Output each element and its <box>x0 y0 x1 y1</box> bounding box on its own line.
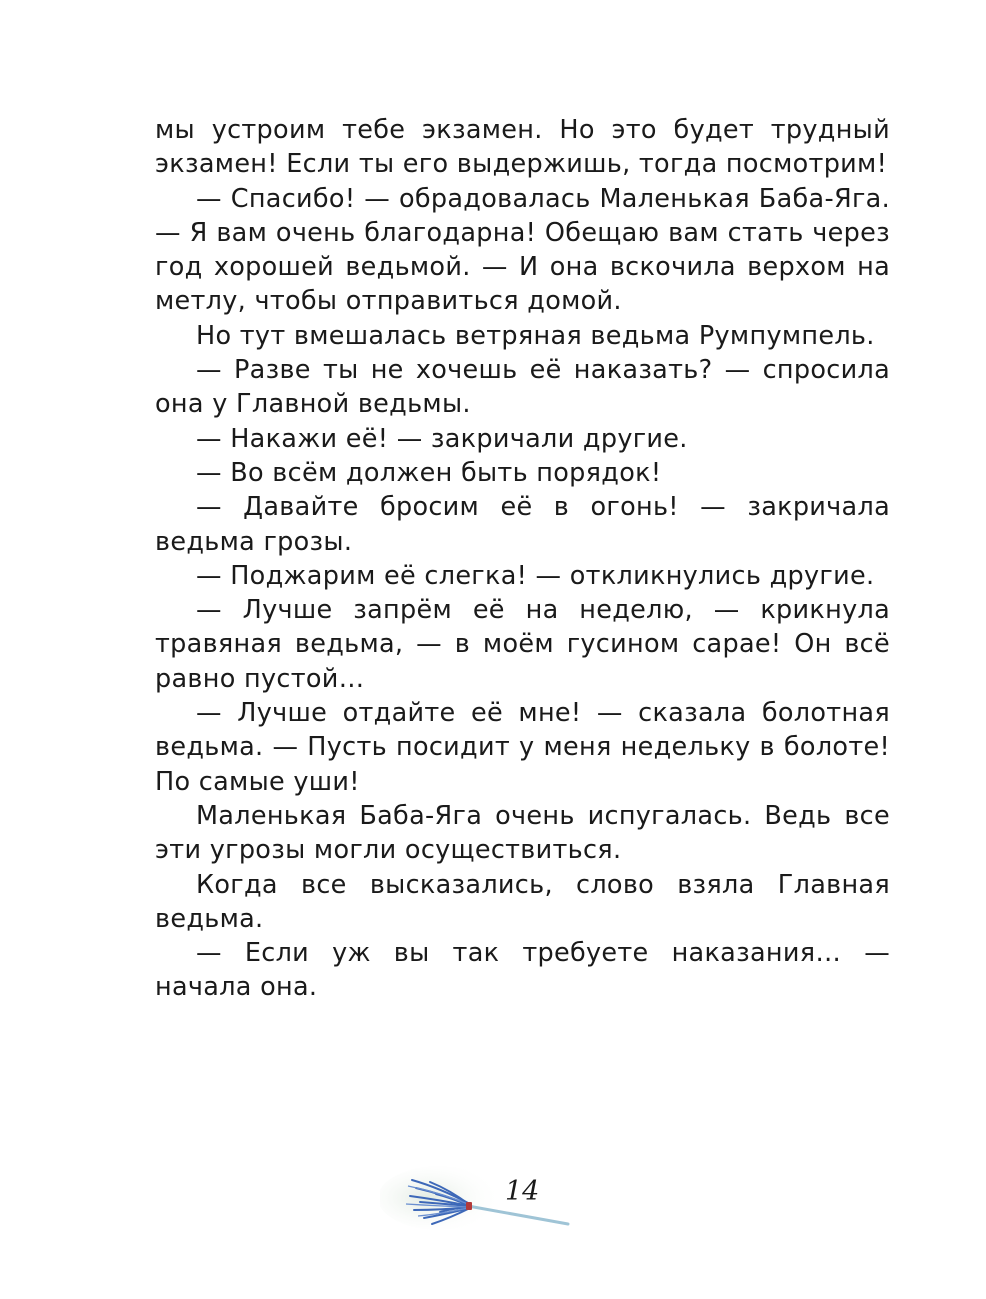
paragraph: — Если уж вы так требуете наказания… — начала она. <box>155 938 890 1003</box>
paragraph: Маленькая Баба-Яга очень испугалась. Ведь все эти угрозы могли осуществиться. <box>155 800 890 866</box>
paragraph: — Лучше запрём её на неделю, — крикнула травяная ведьма, — в моём гусином сарае! Он всё равно пустой… <box>155 595 890 694</box>
paragraph: — Спасибо! — обрадовалась Маленькая Баба-Яга. — Я вам очень благодарна! Обещаю вам стать через год хорошей ведьмой. — И она вскочила верхом на метлу, чтобы отправиться домой. <box>155 183 890 317</box>
paragraph: — Накажи её! — закричали другие. <box>196 423 688 454</box>
paragraph: — Во всём должен быть порядок! <box>196 457 662 488</box>
paragraph: — Поджарим её слегка! — откликнулись другие. <box>196 560 875 591</box>
paragraph: — Давайте бросим её в огонь! — закричала ведьма грозы. <box>155 492 890 557</box>
paragraph: мы устроим тебе экзамен. Но это будет трудный экзамен! Если ты его выдержишь, тогда посмотрим! <box>155 115 890 180</box>
paragraph: Но тут вмешалась ветряная ведьма Румпумпель. <box>196 320 875 351</box>
page-number: 14 <box>505 1176 540 1207</box>
paragraph: Когда все высказались, слово взяла Главная ведьма. <box>155 869 890 934</box>
paragraph: — Разве ты не хочешь её наказать? — спросила она у Главной ведьмы. <box>155 355 890 420</box>
body-text <box>155 113 890 1005</box>
page-footer <box>380 1158 600 1248</box>
paragraph: — Лучше отдайте её мне! — сказала болотная ведьма. — Пусть посидит у меня недельку в болоте! По самые уши! <box>155 698 890 797</box>
broom-icon <box>380 1158 580 1238</box>
